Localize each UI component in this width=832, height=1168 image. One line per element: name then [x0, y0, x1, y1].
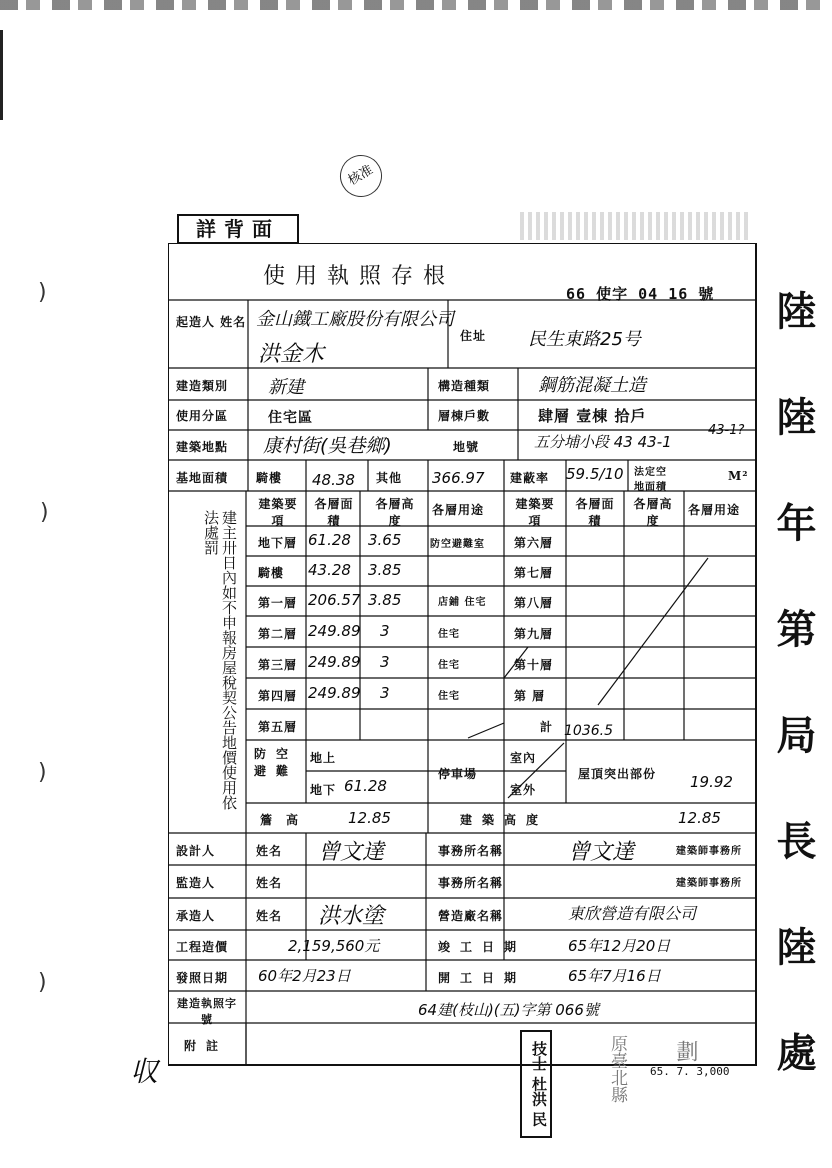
table-header: 各層高度: [375, 497, 415, 528]
row-use: 住宅: [438, 629, 460, 640]
start-value: 65年12月20日: [568, 937, 671, 955]
site-label: 建築地點: [176, 440, 229, 454]
row-height: 3.85: [368, 591, 402, 609]
eave-label: 簷高: [260, 813, 313, 827]
address-value: 民生東路25号: [528, 329, 641, 350]
shelter-label: 防空避難: [254, 747, 299, 778]
parking-label: 停車場: [438, 767, 478, 781]
note-label: 附註: [184, 1039, 229, 1053]
below-label: 地下: [310, 783, 337, 797]
category-label: 建造類別: [176, 379, 229, 393]
designer-office-suffix: 建築師事務所: [676, 846, 742, 857]
row-name: 第八層: [514, 596, 554, 610]
contractor-label: 承造人: [176, 909, 216, 923]
site-value: 康村街(吳巷鄉): [263, 435, 392, 457]
floors-label: 層棟戶數: [438, 409, 491, 423]
structure-label: 構造種類: [438, 379, 491, 393]
indoor-label: 室內: [510, 751, 537, 765]
permit-value: 64建(枝山)(五)字第 066號: [418, 1001, 599, 1019]
cost-label: 工程造價: [176, 940, 229, 954]
above-label: 地上: [310, 751, 337, 765]
table-header: 各層面積: [575, 497, 615, 528]
issue-value: 60年2月23日: [258, 967, 351, 985]
table-header: 各層高度: [633, 497, 673, 528]
row-name: 計: [540, 720, 554, 734]
bheight-value: 12.85: [678, 809, 721, 827]
permit-number: 66 使字 04 16 號: [566, 285, 715, 303]
arcade-value: 48.38: [312, 471, 355, 489]
row-height: 3: [380, 684, 390, 702]
below-value: 61.28: [344, 777, 387, 795]
designer-office: 曾文達: [568, 840, 635, 865]
back-side-label: 詳背面: [177, 214, 299, 244]
row-name: 地下層: [258, 536, 298, 550]
row-area: 206.57: [308, 591, 361, 609]
row-height: 3: [380, 653, 390, 671]
structure-value: 鋼筋混凝土造: [538, 375, 646, 396]
row-name: 第九層: [514, 627, 554, 641]
roof-value: 19.92: [690, 773, 733, 791]
designer-label: 設計人: [176, 844, 216, 858]
issue-label: 發照日期: [176, 971, 229, 985]
row-height: 3.65: [368, 531, 402, 549]
row-name: 第三層: [258, 658, 298, 672]
approval-stamp: 核准: [332, 147, 389, 204]
table-header: 各層面積: [314, 497, 354, 528]
contractor-name: 洪水塗: [318, 904, 385, 929]
unit-m2: M²: [728, 469, 749, 483]
margin-mark: ): [38, 970, 47, 995]
name-label: 姓名: [256, 909, 283, 923]
row-use: 住宅: [438, 691, 460, 702]
builder-label: 起造人 姓名: [176, 315, 247, 329]
supervisor-office-suffix: 建築師事務所: [676, 878, 742, 889]
arcade-label: 騎樓: [256, 471, 283, 485]
floors-value: 肆層 壹棟 拾戶: [538, 407, 647, 425]
cost-value: 2,159,560元: [288, 937, 380, 955]
roof-label: 屋頂突出部份: [578, 767, 657, 781]
eave-value: 12.85: [348, 809, 391, 827]
builder-company: 金山鐵工廠股份有限公司: [256, 309, 454, 330]
permit-form: [168, 243, 758, 1067]
faint-stamp: 原臺北縣: [607, 1035, 627, 1103]
table-header: 各層用途: [432, 503, 485, 517]
scan-edge-top: [0, 0, 832, 10]
side-note: 建主卅日內如不申報房屋稅契公告地價使用依法處罰: [202, 510, 238, 810]
bheight-label: 建築高度: [460, 813, 549, 827]
zone-value: 住宅區: [268, 410, 313, 426]
row-height: 3.85: [368, 561, 402, 579]
faint-stamp-marks: [520, 212, 750, 240]
technician-stamp: 技士 杜洪 民: [520, 1030, 552, 1138]
lot-label: 地號: [453, 440, 480, 454]
address-label: 住址: [460, 329, 487, 343]
open-value: 65年7月16日: [568, 967, 661, 985]
row-name: 第 層: [514, 689, 546, 703]
margin-mark: ): [38, 280, 47, 305]
print-code: 65. 7. 3,000: [650, 1065, 730, 1078]
row-area: 249.89: [308, 622, 361, 640]
margin-mark: ): [38, 760, 47, 785]
company-label: 營造廠名稱: [438, 909, 504, 923]
row-name: 第四層: [258, 689, 298, 703]
zone-label: 使用分區: [176, 409, 229, 423]
name-label: 姓名: [256, 876, 283, 890]
row-area: 249.89: [308, 684, 361, 702]
faint-stamp: 劃: [673, 1040, 698, 1062]
margin-scribble: 収: [130, 1055, 159, 1088]
ratio-label: 建蔽率: [510, 471, 550, 485]
row-name: 第五層: [258, 720, 298, 734]
row-name: 第一層: [258, 596, 298, 610]
row-name: 第六層: [514, 536, 554, 550]
row-use: 防空避難室: [430, 539, 485, 550]
table-header: 建築要項: [258, 497, 298, 528]
area-total: 1036.5: [564, 723, 613, 739]
contractor-company: 東欣營造有限公司: [568, 904, 697, 923]
row-name: 第七層: [514, 566, 554, 580]
row-height: 3: [380, 622, 390, 640]
other-value: 366.97: [432, 469, 485, 487]
ratio-value: 59.5/10: [566, 465, 624, 483]
office-label: 事務所名稱: [438, 844, 504, 858]
row-use: 住宅: [438, 660, 460, 671]
legal-label: 法定空地面積: [634, 467, 667, 493]
designer-name: 曾文達: [318, 840, 385, 865]
category-value: 新建: [268, 377, 304, 398]
form-title: 使用執照存根: [263, 264, 456, 289]
row-name: 第二層: [258, 627, 298, 641]
other-label: 其他: [376, 471, 403, 485]
lot-value: 五分埔小段 43 43-1: [534, 433, 672, 451]
office-label: 事務所名稱: [438, 876, 504, 890]
row-name: 騎樓: [258, 566, 285, 580]
row-area: 61.28: [308, 531, 351, 549]
permit-label: 建造執照字號: [177, 997, 237, 1026]
row-use: 店鋪 住宅: [438, 597, 487, 608]
outdoor-label: 室外: [510, 783, 537, 797]
side-characters: 陸 陸 年 第 局 長 陸 處: [770, 290, 817, 1098]
scan-edge-left: [0, 30, 3, 120]
row-area: 43.28: [308, 561, 351, 579]
supervisor-label: 監造人: [176, 876, 216, 890]
area-label: 基地面積: [176, 471, 229, 485]
row-name: 第十層: [514, 658, 554, 672]
name-label: 姓名: [256, 844, 283, 858]
open-label: 開工日期: [438, 971, 527, 985]
lot-value-2: 43-1?: [708, 423, 745, 438]
margin-mark: ): [40, 500, 49, 525]
start-label: 竣工日期: [438, 940, 527, 954]
table-header: 建築要項: [515, 497, 555, 528]
row-area: 249.89: [308, 653, 361, 671]
builder-person: 洪金木: [258, 342, 325, 367]
table-header: 各層用途: [688, 503, 741, 517]
